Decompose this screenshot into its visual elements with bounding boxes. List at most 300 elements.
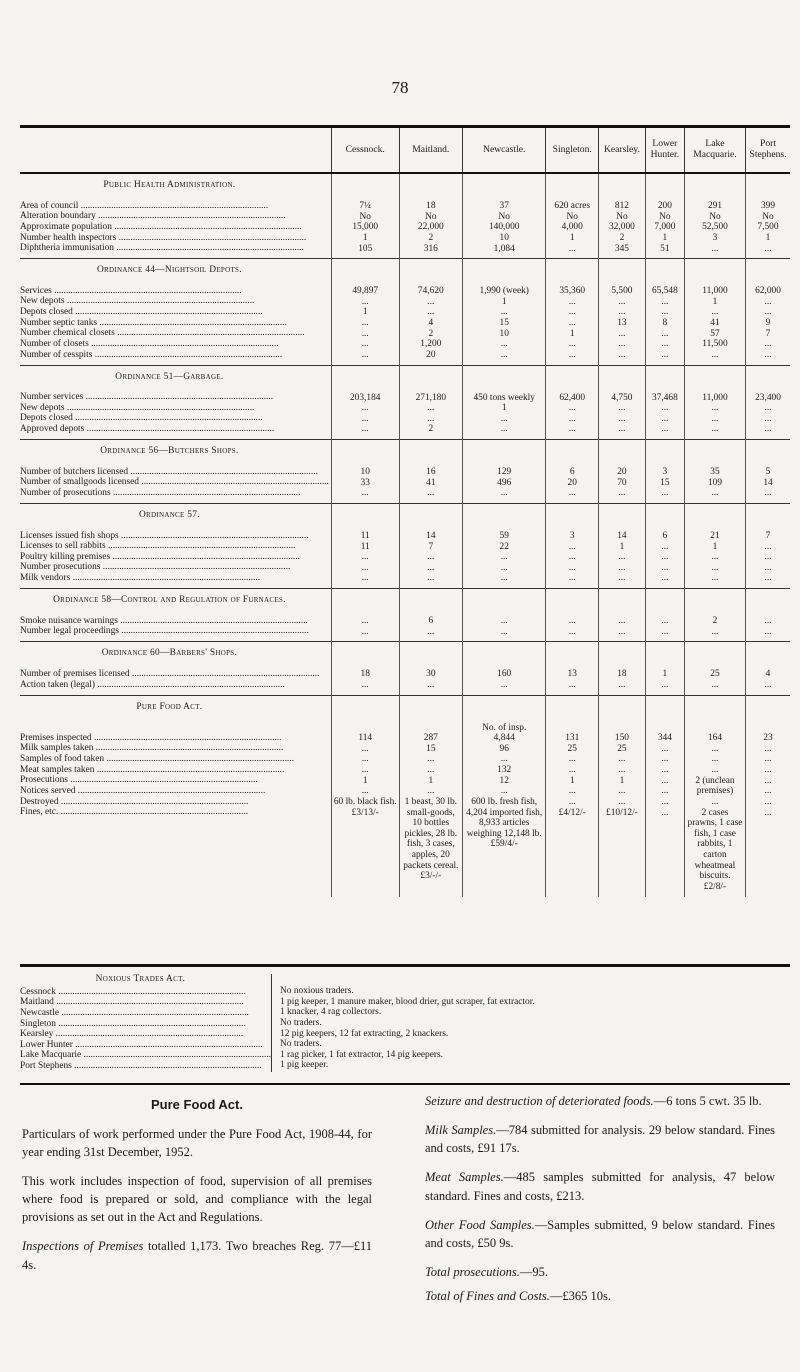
table-cell: 15 xyxy=(426,743,436,754)
table-cell: ... xyxy=(568,339,576,350)
table-cell: ... xyxy=(568,616,576,626)
table-cell: 1 xyxy=(501,296,507,307)
row-label: Smoke nuisance warnings ..... xyxy=(20,616,329,627)
table-cell: 316 xyxy=(423,243,438,254)
table-cell: ... xyxy=(618,307,626,318)
section-values xyxy=(645,365,684,440)
table-cell: 200 xyxy=(657,201,672,211)
table-cell: 25 xyxy=(617,743,627,754)
section-values xyxy=(546,365,599,440)
table-cell: 15 xyxy=(660,477,670,488)
table-cell: 14 xyxy=(763,477,773,488)
table-cell: ... xyxy=(661,413,669,424)
page-number: 78 xyxy=(391,78,409,97)
table-cell: ... xyxy=(500,488,508,499)
table-cell: £3/13/- xyxy=(351,807,379,818)
table-cell: ... xyxy=(661,339,669,350)
table-cell: 1 beast, 30 lb. small-goods, 10 bottles pickles, 28 lb. fish, 3 cases, apples, 20 packets cereal. xyxy=(403,796,459,871)
table-cell: ... xyxy=(618,403,626,414)
noxious-council: Maitland ..... xyxy=(20,997,271,1008)
table-section xyxy=(20,440,790,504)
table-cell: No xyxy=(425,211,437,222)
section-values xyxy=(645,259,684,365)
section-values xyxy=(546,695,599,897)
section-values xyxy=(463,695,546,897)
table-cell xyxy=(648,723,682,734)
table-cell: ... xyxy=(618,786,626,797)
table-cell: ... xyxy=(711,765,719,775)
table-cell: No xyxy=(359,211,371,222)
table-cell: ... xyxy=(661,807,669,818)
table-cell: ... xyxy=(661,765,669,775)
section-labels xyxy=(20,173,331,259)
table-cell: ... xyxy=(661,796,669,807)
table-cell: 57 xyxy=(710,328,720,339)
column-header: Lower Hunter. xyxy=(645,128,684,173)
table-cell: ... xyxy=(618,679,626,690)
paragraph-milk: Milk Samples.—784 submitted for analysis. 29 below standard. Fines and costs, £91 17s. xyxy=(425,1123,775,1156)
table-cell: 291 xyxy=(707,201,722,211)
table-cell: 132 xyxy=(497,765,512,775)
table-cell: ... xyxy=(361,349,369,360)
table-cell: ... xyxy=(764,339,772,350)
paragraph-other-food: Other Food Samples.—Samples submitted, 9 below standard. Fines and costs, £50 9s. xyxy=(425,1217,775,1250)
section-labels xyxy=(20,365,331,440)
section-labels xyxy=(20,589,331,642)
table-cell: 15,000 xyxy=(352,222,379,233)
table-cell: ... xyxy=(568,626,576,637)
table-cell: ... xyxy=(711,307,719,318)
table-cell: ... xyxy=(568,562,576,573)
row-label: Number services ..... xyxy=(20,392,329,403)
table-cell: 2 xyxy=(428,328,434,339)
table-cell: 10 xyxy=(499,232,509,243)
row-label: Number of closets ..... xyxy=(20,339,329,350)
row-label: Depots closed ..... xyxy=(20,413,329,424)
table-cell: 6 xyxy=(569,467,575,477)
table-cell: ... xyxy=(427,552,435,563)
table-cell: ... xyxy=(568,349,576,360)
table-cell: ... xyxy=(361,562,369,573)
row-label: Number chemical closets ..... xyxy=(20,328,329,339)
section-values xyxy=(684,503,745,588)
row-label: Services ..... xyxy=(20,286,329,297)
table-cell: 140,000 xyxy=(488,222,520,233)
row-label: Alteration boundary ..... xyxy=(20,211,329,222)
table-cell: 600 lb. fresh fish, 4,204 imported fish, 8,933 articles weighing 12,148 lb. xyxy=(466,796,543,839)
table-cell: 1 xyxy=(501,403,507,414)
table-cell: 13 xyxy=(617,318,627,328)
section-heading: Ordinance 57. xyxy=(138,509,200,520)
table-cell: 109 xyxy=(707,477,722,488)
table-cell: 3 xyxy=(662,467,668,477)
table-cell: 2 xyxy=(712,616,718,626)
table-cell: ... xyxy=(568,413,576,424)
section-values xyxy=(399,173,462,259)
table-cell: ... xyxy=(427,413,435,424)
section-heading: Ordinance 56—Butchers Shops. xyxy=(100,446,239,456)
table-cell: 41 xyxy=(426,477,436,488)
table-cell: 150 xyxy=(614,733,629,744)
table-cell: 1 xyxy=(619,775,625,786)
table-cell: 33 xyxy=(360,477,370,488)
noxious-trader-detail: No traders. xyxy=(280,1039,322,1050)
table-cell: 1 xyxy=(765,232,771,243)
table-cell: ... xyxy=(500,562,508,573)
paragraph-fines: Total of Fines and Costs.—£365 10s. xyxy=(425,1289,612,1303)
section-heading: Ordinance 60—Barbers' Shops. xyxy=(101,648,238,659)
section-values xyxy=(463,259,546,365)
table-cell: ... xyxy=(764,765,772,775)
column-header: Port Stephens. xyxy=(746,128,790,173)
noxious-trades-table xyxy=(20,974,790,1072)
table-cell: 8 xyxy=(662,318,668,328)
table-cell: ... xyxy=(361,754,369,765)
table-cell: ... xyxy=(764,296,772,307)
table-cell: 62,000 xyxy=(755,286,781,297)
table-cell: ... xyxy=(661,488,669,499)
table-cell: 10 xyxy=(360,467,370,477)
table-cell: ... xyxy=(764,562,772,573)
table-cell: 129 xyxy=(497,467,512,477)
table-cell: ... xyxy=(568,318,576,328)
table-cell: 399 xyxy=(760,201,776,211)
table-cell: 2 xyxy=(428,424,434,435)
table-cell: No xyxy=(762,211,774,222)
row-label: Number of butchers licensed ..... xyxy=(20,467,329,478)
table-cell: ... xyxy=(661,626,669,637)
table-cell: 20 xyxy=(567,477,577,488)
table-cell: ... xyxy=(568,786,576,797)
table-cell: 70 xyxy=(617,477,627,488)
section-values xyxy=(546,173,599,259)
table-cell: £3/-/- xyxy=(420,871,442,882)
section-values xyxy=(599,173,646,259)
table-cell: ... xyxy=(764,243,772,254)
table-cell: ... xyxy=(618,328,626,339)
table-section xyxy=(20,259,790,365)
column-header: Kearsley. xyxy=(599,128,646,173)
table-cell: ... xyxy=(427,626,435,637)
table-cell: ... xyxy=(764,349,772,360)
table-cell: 3 xyxy=(569,530,575,541)
table-cell: 812 xyxy=(614,201,629,211)
table-cell: 7 xyxy=(428,541,434,552)
table-cell: ... xyxy=(427,573,435,584)
noxious-council: Port Stephens ..... xyxy=(20,1061,271,1072)
row-label: Prosecutions ..... xyxy=(20,775,329,786)
table-cell: ... xyxy=(618,488,626,499)
noxious-council: Lake Macquarie ..... xyxy=(20,1050,271,1061)
table-cell: ... xyxy=(764,775,772,786)
table-cell: 2 xyxy=(619,232,625,243)
table-cell: 1 xyxy=(662,232,668,243)
section-values xyxy=(645,440,684,504)
row-label: New depots ..... xyxy=(20,296,329,307)
table-cell: ... xyxy=(568,541,576,552)
table-cell: 7,000 xyxy=(654,222,676,233)
table-cell: ... xyxy=(711,403,719,414)
noxious-details xyxy=(272,974,790,1072)
table-cell: ... xyxy=(568,552,576,563)
table-cell: ... xyxy=(500,339,508,350)
table-cell: 131 xyxy=(565,733,580,744)
table-cell: ... xyxy=(568,424,576,435)
table-cell: 2 xyxy=(428,232,434,243)
section-labels xyxy=(20,259,331,365)
table-cell: ... xyxy=(618,296,626,307)
table-cell: 21 xyxy=(710,530,720,541)
table-cell: ... xyxy=(361,339,369,350)
table-cell: 11,500 xyxy=(702,339,728,350)
table-cell: 2 cases prawns, 1 case fish, 1 case rabbits, 1 carton wheatmeal biscuits. xyxy=(687,807,743,882)
section-values xyxy=(746,365,790,440)
section-values xyxy=(645,695,684,897)
section-values xyxy=(399,589,462,642)
row-label: New depots ..... xyxy=(20,403,329,414)
table-cell: ... xyxy=(568,796,576,807)
table-cell: ... xyxy=(361,573,369,584)
table-cell: 49,897 xyxy=(352,286,379,297)
table-cell: 11 xyxy=(360,530,370,541)
section-values xyxy=(399,365,462,440)
table-cell: ... xyxy=(500,424,508,435)
table-cell: 32,000 xyxy=(609,222,635,233)
section-values xyxy=(746,440,790,504)
table-cell: ... xyxy=(361,626,369,637)
section-values xyxy=(645,173,684,259)
table-cell: ... xyxy=(711,796,719,807)
section-values xyxy=(546,642,599,695)
table-cell: ... xyxy=(711,488,719,499)
section-values xyxy=(331,365,399,440)
table-cell: ... xyxy=(618,796,626,807)
table-cell: ... xyxy=(618,552,626,563)
table-cell: ... xyxy=(618,339,626,350)
table-cell: No xyxy=(498,211,510,222)
table-cell: 35,360 xyxy=(559,286,586,297)
table-cell: ... xyxy=(568,754,576,765)
table-cell: £4/12/- xyxy=(558,807,586,818)
table-cell: ... xyxy=(764,679,772,690)
row-label: Poultry killing premises ..... xyxy=(20,552,329,563)
table-cell: 4 xyxy=(765,669,771,680)
table-cell: ... xyxy=(500,573,508,584)
table-cell: 10 xyxy=(499,328,509,339)
table-cell: ... xyxy=(427,488,435,499)
section-values xyxy=(684,173,745,259)
column-header: Lake Macquarie. xyxy=(684,128,745,173)
section-values xyxy=(331,503,399,588)
section-values xyxy=(746,173,790,259)
table-cell: No xyxy=(566,211,578,222)
noxious-council: Cessnock ..... xyxy=(20,987,271,998)
table-cell: ... xyxy=(361,743,369,754)
table-cell: ... xyxy=(711,562,719,573)
table-cell: ... xyxy=(711,626,719,637)
pure-food-heading: Pure Food Act. xyxy=(151,1097,243,1112)
table-cell: ... xyxy=(764,424,772,435)
table-cell: ... xyxy=(764,307,772,318)
table-cell: ... xyxy=(764,552,772,563)
header-blank xyxy=(20,128,331,173)
section-values xyxy=(599,440,646,504)
table-cell: 65,548 xyxy=(651,286,678,297)
column-header: Maitland. xyxy=(399,128,462,173)
table-cell: ... xyxy=(661,541,669,552)
table-cell: 3 xyxy=(712,232,718,243)
section-labels xyxy=(20,695,331,897)
section-values xyxy=(331,173,399,259)
section-values xyxy=(599,503,646,588)
noxious-trader-detail: 1 knacker, 4 rag collectors. xyxy=(280,1007,382,1018)
table-cell: ... xyxy=(361,616,369,626)
row-label: Approximate population ..... xyxy=(20,222,329,233)
table-cell: ... xyxy=(661,307,669,318)
table-cell: 18 xyxy=(426,201,436,211)
table-cell: 203,184 xyxy=(349,392,381,403)
row-label: Number prosecutions ..... xyxy=(20,562,329,573)
section-values xyxy=(399,642,462,695)
table-cell: ... xyxy=(568,488,576,499)
table-cell: ... xyxy=(618,754,626,765)
section-heading: Public Health Administration. xyxy=(103,180,236,190)
table-cell: 16 xyxy=(426,467,436,477)
table-cell: ... xyxy=(361,424,369,435)
table-cell: 11,000 xyxy=(702,392,728,403)
table-cell: 1 xyxy=(569,232,575,243)
table-cell: 25 xyxy=(710,669,720,680)
paragraph-particulars: Particulars of work performed under the Pure Food Act, 1908-44, for year ending 31st December, 1952. xyxy=(22,1126,372,1159)
table-cell: ... xyxy=(500,307,508,318)
section-values xyxy=(684,695,745,897)
table-cell: £59/4/- xyxy=(490,839,518,850)
table-cell: 345 xyxy=(614,243,629,254)
noxious-trader-detail: 1 pig keeper, 1 manure maker, blood drier, gut scraper, fat extractor. xyxy=(280,996,535,1007)
table-cell: ... xyxy=(711,552,719,563)
section-values xyxy=(463,365,546,440)
table-cell: ... xyxy=(764,573,772,584)
section-values xyxy=(684,589,745,642)
noxious-trader-detail: 1 rag picker, 1 fat extractor, 14 pig keepers. xyxy=(280,1049,443,1060)
table-cell: 41 xyxy=(710,318,720,328)
table-section xyxy=(20,365,790,440)
table-cell: 6 xyxy=(662,530,668,541)
row-label: Depots closed ..... xyxy=(20,307,329,318)
table-cell: 20 xyxy=(617,467,627,477)
section-values xyxy=(645,642,684,695)
table-cell: ... xyxy=(500,616,508,626)
section-values xyxy=(463,173,546,259)
table-cell: ... xyxy=(618,349,626,360)
table-cell: 9 xyxy=(765,318,771,328)
table-cell: ... xyxy=(568,307,576,318)
section-values xyxy=(684,440,745,504)
table-cell: ... xyxy=(361,679,369,690)
table-cell xyxy=(601,723,643,734)
section-values xyxy=(645,589,684,642)
table-cell: 13 xyxy=(567,669,577,680)
table-cell: ... xyxy=(361,552,369,563)
table-cell: 7 xyxy=(765,530,771,541)
noxious-council: Lower Hunter ..... xyxy=(20,1040,271,1051)
table-cell: ... xyxy=(661,562,669,573)
section-values xyxy=(399,440,462,504)
section-values xyxy=(546,259,599,365)
table-cell: 1,200 xyxy=(420,339,442,350)
section-values xyxy=(546,589,599,642)
table-cell xyxy=(548,723,596,734)
table-cell: 22,000 xyxy=(417,222,444,233)
section-values xyxy=(599,642,646,695)
table-cell: 1 xyxy=(362,232,368,243)
section-values xyxy=(331,440,399,504)
table-cell: ... xyxy=(427,679,435,690)
section-values xyxy=(331,642,399,695)
table-cell: 18 xyxy=(360,669,370,680)
section-values xyxy=(399,695,462,897)
row-label: Milk vendors ..... xyxy=(20,573,329,584)
table-cell: 18 xyxy=(617,669,627,680)
table-cell: 450 tons weekly xyxy=(473,392,535,403)
table-cell: ... xyxy=(618,626,626,637)
table-cell: 5 xyxy=(765,467,771,477)
table-cell: 1 xyxy=(619,541,625,552)
table-cell: 287 xyxy=(423,733,438,744)
table-cell: 1 xyxy=(662,669,668,680)
table-cell: ... xyxy=(568,296,576,307)
table-cell: ... xyxy=(361,786,369,797)
table-cell: 4 xyxy=(428,318,434,328)
table-cell: 35 xyxy=(710,467,720,477)
section-labels xyxy=(20,642,331,695)
noxious-trader-detail: 1 pig keeper. xyxy=(280,1060,329,1071)
table-cell: ... xyxy=(764,413,772,424)
row-label: Notices served ..... xyxy=(20,786,329,797)
table-cell: 7,500 xyxy=(757,222,779,233)
table-cell: ... xyxy=(618,424,626,435)
paragraph-seizure: Seizure and destruction of deteriorated foods.—6 tons 5 cwt. 35 lb. xyxy=(425,1094,762,1108)
table-cell: 22 xyxy=(499,541,509,552)
table-cell: ... xyxy=(500,626,508,637)
paragraph-meat: Meat Samples.—485 samples submitted for analysis, 47 below standard. Fines and costs, £213. xyxy=(425,1170,775,1203)
table-cell: ... xyxy=(764,754,772,765)
table-cell: ... xyxy=(500,786,508,797)
noxious-council: Kearsley ..... xyxy=(20,1029,271,1040)
table-cell: ... xyxy=(427,754,435,765)
table-cell: ... xyxy=(661,328,669,339)
section-values xyxy=(645,503,684,588)
table-cell: ... xyxy=(568,573,576,584)
table-cell: 11,000 xyxy=(702,286,728,297)
table-cell: 23,400 xyxy=(755,392,781,403)
table-cell: ... xyxy=(661,616,669,626)
table-cell: ... xyxy=(427,403,435,414)
table-cell: 37 xyxy=(499,201,509,211)
table-cell: ... xyxy=(711,679,719,690)
table-cell: 12 xyxy=(499,775,509,786)
table-cell: £10/12/- xyxy=(606,807,638,818)
table-cell: 1 xyxy=(569,328,575,339)
trades-bottom-rule xyxy=(20,1083,790,1085)
table-cell: 1 xyxy=(362,775,368,786)
row-label: Licenses issued fish shops ..... xyxy=(20,531,329,542)
table-section xyxy=(20,642,790,695)
table-cell: ... xyxy=(618,765,626,775)
noxious-trader-detail: No traders. xyxy=(280,1017,322,1028)
table-cell xyxy=(748,723,788,734)
section-values xyxy=(331,695,399,897)
